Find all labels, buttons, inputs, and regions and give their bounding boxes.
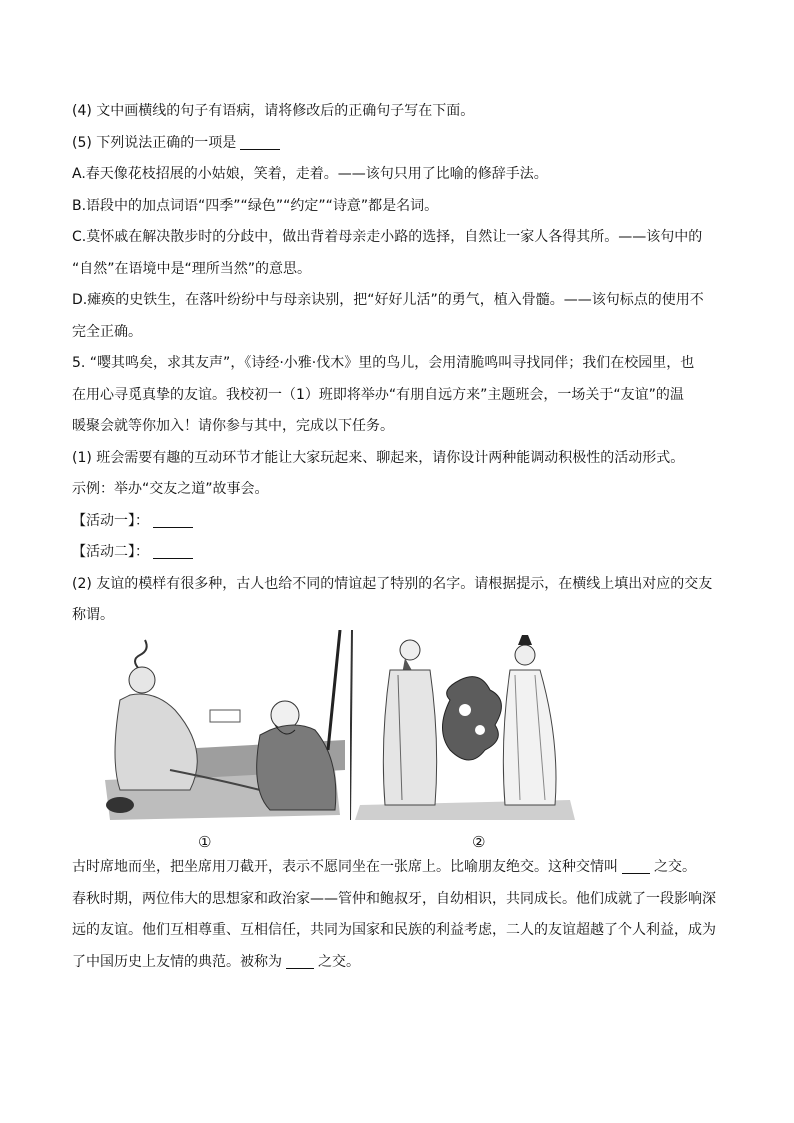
friendship-blank-2[interactable] — [286, 952, 314, 969]
option-c-line2: “自然”在语境中是“理所当然”的意思。 — [72, 260, 312, 277]
figure-2-label: ② — [472, 833, 486, 851]
description-2-text: 了中国历史上友情的典范。被称为 — [72, 953, 282, 970]
question-text-block — [72, 96, 732, 632]
option-d-line2: 完全正确。 — [72, 323, 142, 340]
question-5-2-line2: 称谓。 — [72, 607, 114, 623]
example-line: 示例：举办“交友之道”故事会。 — [72, 481, 269, 497]
option-d-line1: D.瘫痪的史铁生，在落叶纷纷中与母亲诀别，把“好好儿活”的勇气，植入骨髓。——该句标点的使用不 — [72, 292, 704, 308]
question-5-line3: 暖聚会就等你加入！请你参与其中，完成以下任务。 — [72, 418, 394, 434]
question-5-2-line1: (2) 友谊的模样有很多种，古人也给不同的情谊起了特别的名字。请根据提示，在横线上填出对应的交友 — [72, 575, 713, 592]
activity-one-label: 【活动一】： — [72, 512, 149, 529]
figure-1-illustration — [100, 630, 345, 820]
question-5-line1: 5. “嘤其鸣矣，求其友声”，《诗经·小雅·伐木》里的鸟儿，会用清脆鸣叫寻找同伴；我们在校园里，也 — [72, 355, 695, 371]
friendship-blank-1[interactable] — [622, 857, 650, 874]
figure-descriptions — [72, 852, 732, 978]
activity-two-label: 【活动二】： — [72, 544, 149, 560]
question-4-4: (4) 文中画横线的句子有语病，请将修改后的正确句子写在下面。 — [72, 103, 475, 119]
question-4-5 — [72, 128, 732, 160]
option-c-line1: C.莫怀戚在解决散步时的分歧中，做出背着母亲走小路的选择，自然让一家人各得其所。——该句中的 — [72, 229, 703, 245]
activity-two — [72, 537, 732, 569]
option-b: B.语段中的加点词语“四季”“绿色”“约定”“诗意”都是名词。 — [72, 197, 439, 214]
question-5-line2: 在用心寻觅真挚的友谊。我校初一（1）班即将举办“有朋自远方来”主题班会，一场关于“友谊”的温 — [72, 386, 684, 403]
option-a: A.春天像花枝招展的小姑娘，笑着，走着。——该句只用了比喻的修辞手法。 — [72, 166, 548, 182]
illustrations — [100, 630, 620, 820]
activity-one — [72, 506, 732, 538]
question-5-1: (1) 班会需要有趣的互动环节才能让大家玩起来、聊起来，请你设计两种能调动积极性的活动形式。 — [72, 449, 685, 466]
question-4-5-text: (5) 下列说法正确的一项是 — [72, 134, 237, 151]
description-2-line2: 远的友谊。他们互相尊重、互相信任，共同为国家和民族的利益考虑，二人的友谊超越了个人利益，成为 — [72, 922, 716, 938]
figure-1-label: ① — [198, 833, 212, 851]
activity-two-blank[interactable] — [153, 542, 193, 559]
answer-blank[interactable] — [240, 133, 280, 150]
description-2-suffix: 之交。 — [318, 953, 360, 970]
activity-one-blank[interactable] — [153, 511, 193, 528]
description-2-line1: 春秋时期，两位伟大的思想家和政治家——管仲和鲍叔牙，自幼相识，共同成长。他们成就了一段影响深 — [72, 890, 716, 907]
description-1-text: 古时席地而坐，把坐席用刀截开，表示不愿同坐在一张席上。比喻朋友绝交。这种交情叫 — [72, 859, 618, 875]
figure-2-illustration — [350, 630, 580, 820]
description-2-line3 — [72, 947, 732, 979]
description-1-suffix: 之交。 — [654, 859, 696, 875]
description-1 — [72, 852, 732, 884]
